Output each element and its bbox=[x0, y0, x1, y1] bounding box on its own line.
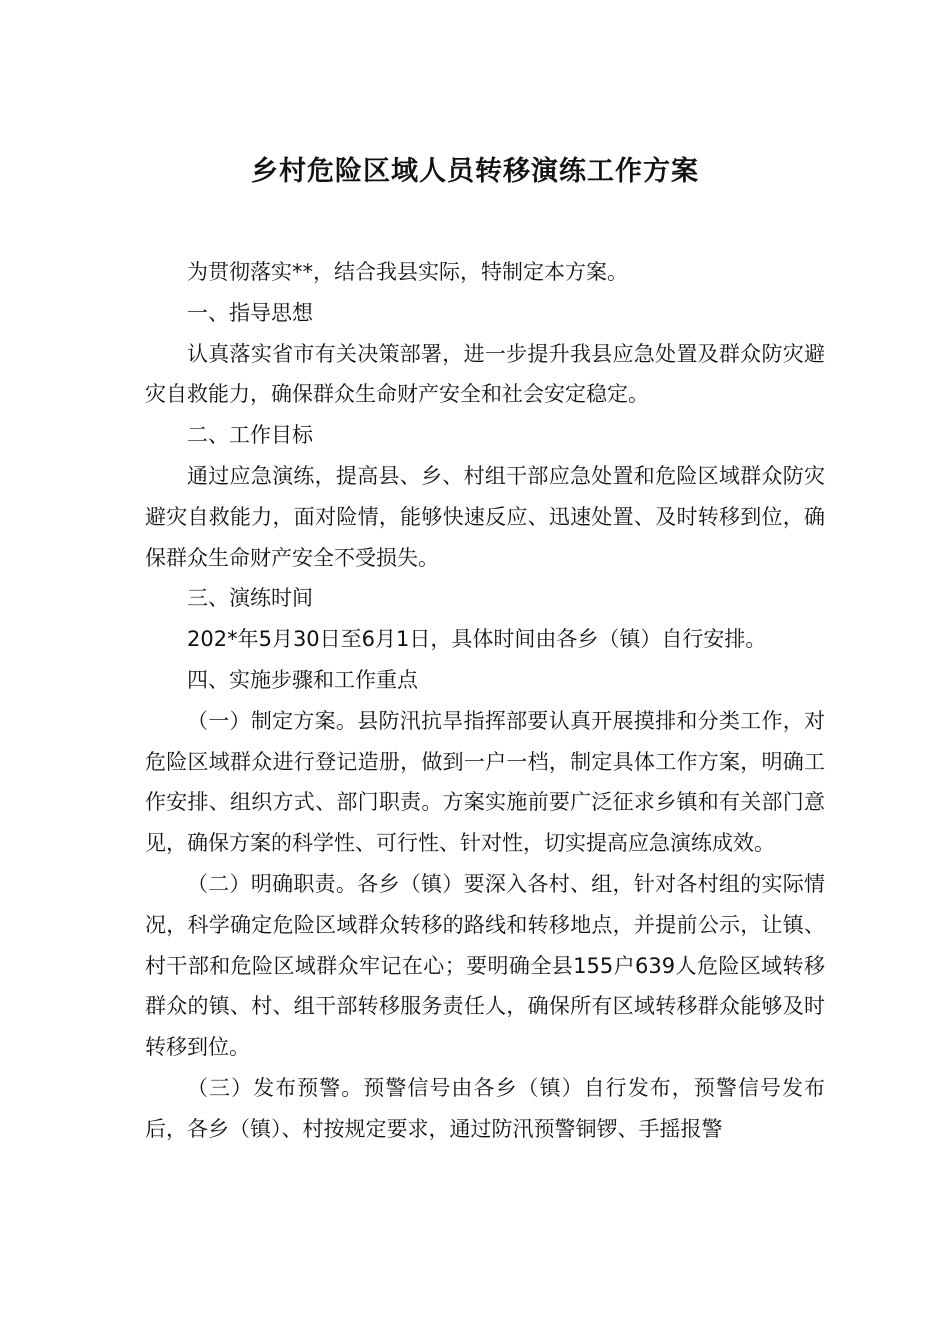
heading-steps: 四、实施步骤和工作重点 bbox=[187, 667, 418, 692]
paragraph-intro: 为贯彻落实**，结合我县实际，特制定本方案。 bbox=[187, 260, 628, 284]
paragraph-work-goals: 通过应急演练，提高县、乡、村组干部应急处置和危险区域群众防灾避灾自救能力，面对险情，能够快速反应、迅速处置、及时转移到位，确保群众生命财产安全不受损失。 bbox=[145, 463, 825, 570]
paragraph-drill-time: 202*年5月30日至6月1日，具体时间由各乡（镇）自行安排。 bbox=[187, 627, 767, 652]
heading-work-goals: 二、工作目标 bbox=[187, 423, 313, 448]
heading-drill-time: 三、演练时间 bbox=[187, 586, 313, 611]
document-body bbox=[145, 252, 825, 1150]
paragraph-step-warning: （三）发布预警。预警信号由各乡（镇）自行发布，预警信号发布后，各乡（镇）、村按规定要求，通过防汛预警铜锣、手摇报警 bbox=[145, 1075, 825, 1141]
document-title: 乡村危险区域人员转移演练工作方案 bbox=[251, 156, 699, 188]
paragraph-guiding-ideology: 认真落实省市有关决策部署，进一步提升我县应急处置及群众防灾避灾自救能力，确保群众生命财产安全和社会安定稳定。 bbox=[145, 341, 825, 407]
paragraph-step-duties: （二）明确职责。各乡（镇）要深入各村、组，针对各村组的实际情况，科学确定危险区域群众转移的路线和转移地点，并提前公示，让镇、村干部和危险区域群众牢记在心；要明确全县155户639人危险区域转移群众的镇、村、组干部转移服务责任人，确保所有区域转移群众能够及时转移到位。 bbox=[145, 871, 825, 1060]
heading-guiding-ideology: 一、指导思想 bbox=[187, 300, 313, 325]
paragraph-step-plan: （一）制定方案。县防汛抗旱指挥部要认真开展摸排和分类工作，对危险区域群众进行登记造册，做到一户一档，制定具体工作方案，明确工作安排、组织方式、部门职责。方案实施前要广泛征求乡镇和有关部门意见，确保方案的科学性、可行性、针对性，切实提高应急演练成效。 bbox=[145, 708, 825, 856]
